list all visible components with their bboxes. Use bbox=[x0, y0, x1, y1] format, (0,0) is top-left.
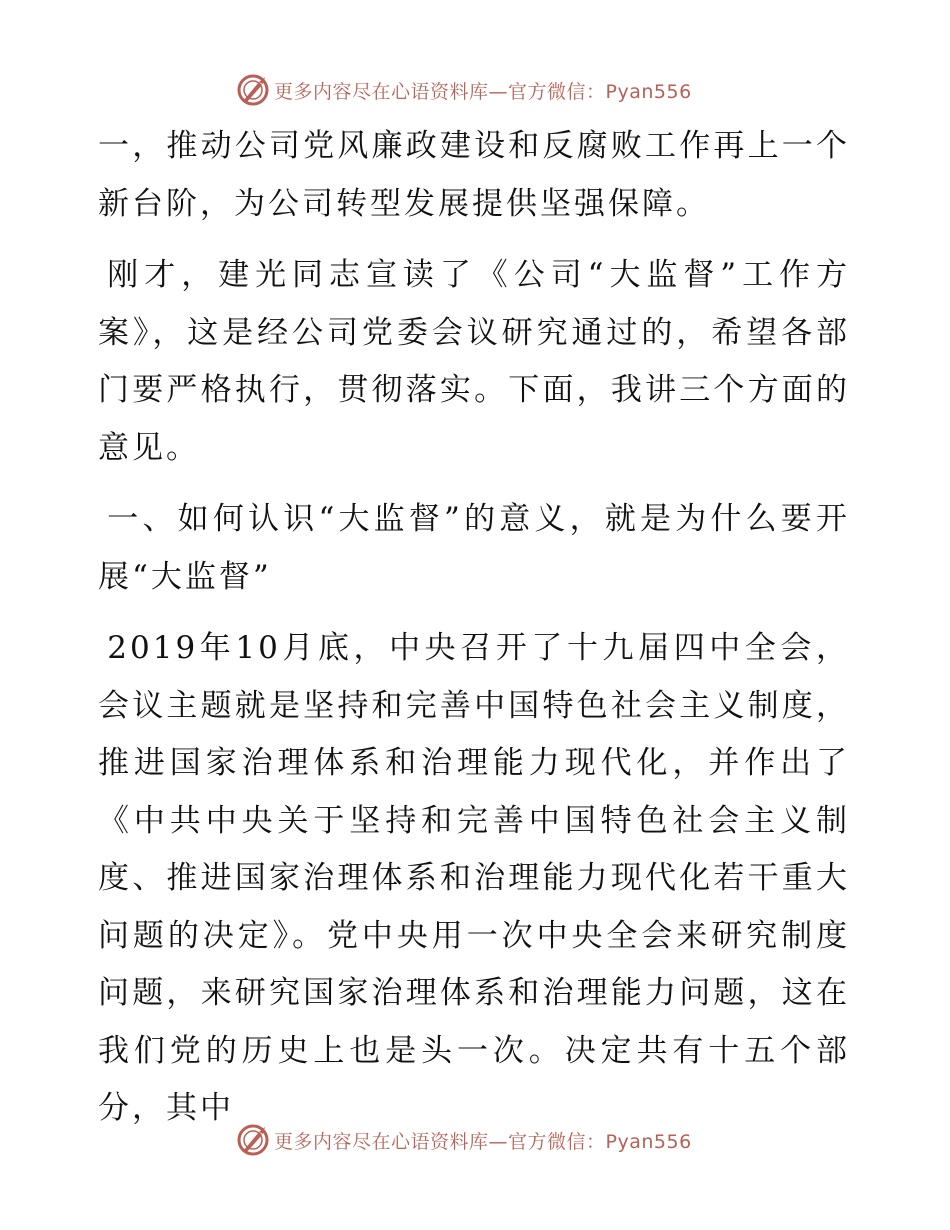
quill-pen-seal-icon bbox=[236, 73, 270, 107]
paragraph-intro: 一，推动公司党风廉政建设和反腐败工作再上一个新台阶，为公司转型发展提供坚强保障。 bbox=[98, 128, 850, 222]
footer-banner-text: 更多内容尽在心语资料库—官方微信：Pyan556 bbox=[274, 1130, 692, 1153]
section-heading-1: 一、如何认识“大监督”的意义，就是为什么要开展“大监督” bbox=[98, 501, 850, 595]
document-body bbox=[98, 118, 850, 1152]
header-banner bbox=[236, 73, 692, 107]
paragraph-opening-remarks: 刚才，建光同志宣读了《公司“大监督”工作方案》，这是经公司党委会议研究通过的，希望各部门要严格执行，贯彻落实。下面，我讲三个方面的意见。 bbox=[98, 257, 850, 466]
header-banner-text: 更多内容尽在心语资料库—官方微信：Pyan556 bbox=[274, 80, 692, 103]
paragraph-body: 2019年10月底，中央召开了十九届四中全会，会议主题就是坚持和完善中国特色社会主义制度，推进国家治理体系和治理能力现代化，并作出了《中共中央关于坚持和完善中国特色社会主义制度、推进国家治理体系和治理能力现代化若干重大问题的决定》。党中央用一次中央全会来研究制度问题，来研究国家治理体系和治理能力问题，这在我们党的历史上也是头一次。决定共有十五个部分，其中 bbox=[98, 630, 850, 1126]
footer-banner bbox=[236, 1123, 692, 1157]
quill-pen-seal-icon bbox=[236, 1123, 270, 1157]
